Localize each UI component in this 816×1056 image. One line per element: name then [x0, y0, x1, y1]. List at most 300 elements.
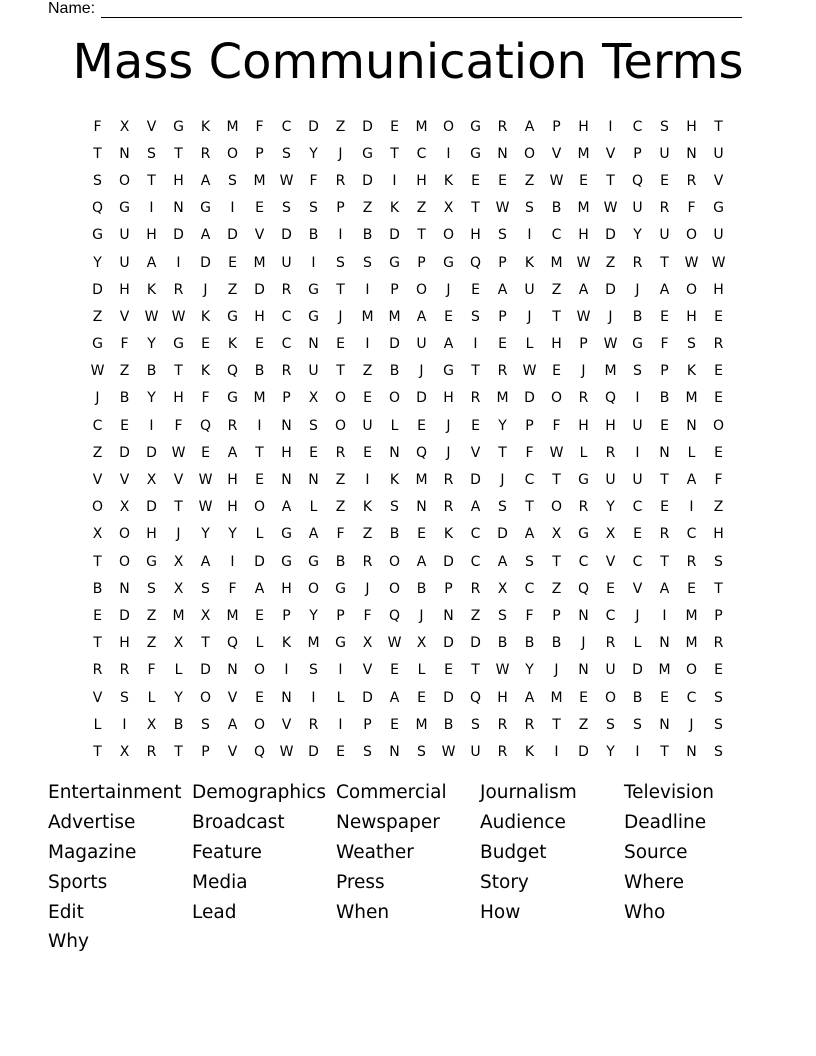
grid-letter[interactable]: A — [200, 172, 211, 189]
grid-letter[interactable]: F — [174, 417, 183, 434]
grid-letter[interactable]: U — [713, 227, 724, 244]
grid-letter[interactable]: O — [685, 281, 698, 298]
grid-letter[interactable]: W — [171, 444, 186, 461]
grid-letter[interactable]: D — [119, 607, 130, 624]
grid-letter[interactable]: F — [147, 662, 156, 679]
grid-letter[interactable]: R — [200, 145, 211, 162]
grid-letter[interactable]: O — [388, 390, 401, 407]
name-line[interactable] — [101, 3, 742, 18]
grid-letter[interactable]: M — [415, 472, 428, 489]
grid-letter[interactable]: Q — [199, 417, 212, 434]
grid-letter[interactable]: S — [714, 553, 723, 570]
grid-letter[interactable]: B — [92, 580, 103, 597]
grid-letter[interactable]: D — [632, 662, 643, 679]
grid-letter[interactable]: T — [714, 580, 723, 597]
grid-letter[interactable]: J — [338, 308, 343, 325]
grid-letter[interactable]: R — [308, 716, 319, 733]
grid-letter[interactable]: Y — [606, 743, 615, 760]
grid-letter[interactable]: G — [443, 254, 454, 271]
grid-letter[interactable]: O — [334, 390, 347, 407]
grid-letter[interactable]: M — [658, 662, 671, 679]
grid-letter[interactable]: R — [497, 716, 508, 733]
grid-letter[interactable]: K — [524, 254, 535, 271]
grid-letter[interactable]: J — [635, 281, 640, 298]
grid-letter[interactable]: L — [336, 689, 345, 706]
grid-letter[interactable]: O — [415, 281, 428, 298]
grid-letter[interactable]: C — [524, 580, 535, 597]
grid-letter[interactable]: D — [200, 662, 211, 679]
grid-letter[interactable]: Q — [91, 200, 104, 217]
grid-letter[interactable]: O — [253, 499, 266, 516]
grid-letter[interactable]: A — [416, 308, 427, 325]
grid-letter[interactable]: H — [173, 390, 184, 407]
grid-letter[interactable]: G — [92, 336, 103, 353]
grid-letter[interactable]: U — [713, 145, 724, 162]
grid-letter[interactable]: J — [608, 308, 613, 325]
grid-letter[interactable]: E — [417, 526, 426, 543]
grid-letter[interactable]: X — [416, 635, 427, 652]
grid-letter[interactable]: N — [578, 607, 589, 624]
grid-letter[interactable]: C — [686, 689, 697, 706]
grid-letter[interactable]: O — [253, 662, 266, 679]
grid-letter[interactable]: G — [173, 118, 184, 135]
grid-letter[interactable]: W — [144, 308, 159, 325]
grid-letter[interactable]: I — [446, 145, 451, 162]
grid-letter[interactable]: K — [443, 526, 454, 543]
grid-letter[interactable]: U — [308, 363, 319, 380]
grid-letter[interactable]: M — [253, 390, 266, 407]
grid-letter[interactable]: P — [498, 308, 507, 325]
grid-letter[interactable]: G — [362, 145, 373, 162]
grid-letter[interactable]: V — [551, 145, 562, 162]
grid-letter[interactable]: K — [389, 472, 400, 489]
grid-letter[interactable]: P — [498, 254, 507, 271]
grid-letter[interactable]: N — [227, 662, 238, 679]
grid-letter[interactable]: T — [174, 145, 183, 162]
grid-letter[interactable]: W — [603, 200, 618, 217]
grid-letter[interactable]: S — [660, 118, 669, 135]
grid-letter[interactable]: N — [173, 200, 184, 217]
grid-letter[interactable]: S — [93, 172, 102, 189]
grid-letter[interactable]: L — [579, 444, 588, 461]
grid-letter[interactable]: U — [605, 662, 616, 679]
grid-letter[interactable]: D — [416, 390, 427, 407]
grid-letter[interactable]: U — [659, 227, 670, 244]
grid-letter[interactable]: H — [551, 336, 562, 353]
grid-letter[interactable]: D — [524, 390, 535, 407]
grid-letter[interactable]: E — [228, 254, 237, 271]
grid-letter[interactable]: S — [309, 417, 318, 434]
grid-letter[interactable]: R — [146, 743, 157, 760]
grid-letter[interactable]: N — [389, 444, 400, 461]
grid-letter[interactable]: G — [335, 635, 346, 652]
grid-letter[interactable]: H — [686, 118, 697, 135]
grid-letter[interactable]: E — [714, 363, 723, 380]
grid-letter[interactable]: B — [308, 227, 319, 244]
grid-letter[interactable]: A — [227, 444, 238, 461]
grid-letter[interactable]: G — [470, 145, 481, 162]
grid-letter[interactable]: X — [443, 200, 454, 217]
grid-letter[interactable]: H — [578, 118, 589, 135]
grid-letter[interactable]: M — [685, 635, 698, 652]
grid-letter[interactable]: H — [578, 417, 589, 434]
grid-letter[interactable]: R — [578, 390, 589, 407]
grid-letter[interactable]: S — [525, 200, 534, 217]
grid-letter[interactable]: F — [525, 607, 534, 624]
grid-letter[interactable]: D — [227, 227, 238, 244]
grid-letter[interactable]: P — [552, 118, 561, 135]
grid-letter[interactable]: G — [173, 336, 184, 353]
grid-letter[interactable]: F — [201, 390, 210, 407]
grid-letter[interactable]: N — [119, 580, 130, 597]
grid-letter[interactable]: B — [362, 227, 373, 244]
grid-letter[interactable]: I — [338, 716, 343, 733]
grid-letter[interactable]: M — [226, 118, 239, 135]
grid-letter[interactable]: O — [685, 227, 698, 244]
grid-letter[interactable]: I — [608, 118, 613, 135]
grid-letter[interactable]: E — [201, 336, 210, 353]
grid-letter[interactable]: Y — [309, 145, 318, 162]
grid-letter[interactable]: V — [146, 118, 157, 135]
grid-letter[interactable]: E — [336, 336, 345, 353]
grid-letter[interactable]: Z — [713, 499, 724, 516]
grid-letter[interactable]: N — [308, 472, 319, 489]
grid-letter[interactable]: A — [524, 526, 535, 543]
grid-letter[interactable]: Z — [146, 635, 157, 652]
grid-letter[interactable]: E — [390, 118, 399, 135]
grid-letter[interactable]: C — [605, 607, 616, 624]
grid-letter[interactable]: D — [119, 444, 130, 461]
grid-letter[interactable]: Q — [415, 444, 428, 461]
grid-letter[interactable]: E — [336, 743, 345, 760]
grid-letter[interactable]: G — [713, 200, 724, 217]
grid-letter[interactable]: M — [577, 145, 590, 162]
grid-letter[interactable]: M — [577, 200, 590, 217]
grid-letter[interactable]: D — [146, 499, 157, 516]
grid-letter[interactable]: B — [659, 390, 670, 407]
grid-letter[interactable]: M — [415, 716, 428, 733]
grid-letter[interactable]: E — [579, 689, 588, 706]
grid-letter[interactable]: J — [365, 580, 370, 597]
grid-letter[interactable]: D — [389, 336, 400, 353]
grid-letter[interactable]: S — [147, 145, 156, 162]
grid-letter[interactable]: X — [173, 553, 184, 570]
grid-letter[interactable]: C — [281, 118, 292, 135]
grid-letter[interactable]: R — [686, 553, 697, 570]
grid-letter[interactable]: Z — [119, 363, 130, 380]
grid-letter[interactable]: E — [363, 444, 372, 461]
grid-letter[interactable]: N — [659, 716, 670, 733]
grid-letter[interactable]: W — [198, 472, 213, 489]
grid-letter[interactable]: M — [415, 118, 428, 135]
grid-letter[interactable]: C — [686, 526, 697, 543]
grid-letter[interactable]: Z — [335, 472, 346, 489]
grid-letter[interactable]: E — [255, 200, 264, 217]
grid-letter[interactable]: O — [118, 526, 131, 543]
grid-letter[interactable]: L — [93, 716, 102, 733]
grid-letter[interactable]: B — [632, 308, 643, 325]
grid-letter[interactable]: E — [498, 336, 507, 353]
grid-letter[interactable]: J — [95, 390, 100, 407]
grid-letter[interactable]: P — [579, 336, 588, 353]
grid-letter[interactable]: E — [606, 580, 615, 597]
grid-letter[interactable]: U — [659, 145, 670, 162]
grid-letter[interactable]: I — [689, 499, 694, 516]
grid-letter[interactable]: D — [362, 172, 373, 189]
grid-letter[interactable]: H — [227, 472, 238, 489]
grid-letter[interactable]: S — [228, 172, 237, 189]
grid-letter[interactable]: I — [230, 553, 235, 570]
grid-letter[interactable]: S — [201, 716, 210, 733]
grid-letter[interactable]: N — [308, 336, 319, 353]
grid-letter[interactable]: A — [524, 689, 535, 706]
grid-letter[interactable]: H — [119, 281, 130, 298]
grid-letter[interactable]: E — [471, 172, 480, 189]
grid-letter[interactable]: F — [120, 336, 129, 353]
grid-letter[interactable]: H — [146, 526, 157, 543]
grid-letter[interactable]: L — [687, 444, 696, 461]
grid-letter[interactable]: P — [417, 254, 426, 271]
grid-letter[interactable]: G — [227, 390, 238, 407]
grid-letter[interactable]: O — [388, 553, 401, 570]
grid-letter[interactable]: R — [335, 444, 346, 461]
grid-letter[interactable]: B — [632, 689, 643, 706]
grid-letter[interactable]: R — [605, 635, 616, 652]
grid-letter[interactable]: F — [255, 118, 264, 135]
grid-letter[interactable]: G — [470, 118, 481, 135]
grid-letter[interactable]: A — [443, 336, 454, 353]
grid-letter[interactable]: Q — [631, 172, 644, 189]
grid-letter[interactable]: W — [549, 444, 564, 461]
grid-letter[interactable]: P — [282, 607, 291, 624]
grid-letter[interactable]: W — [90, 363, 105, 380]
grid-letter[interactable]: R — [470, 390, 481, 407]
grid-letter[interactable]: M — [307, 635, 320, 652]
grid-letter[interactable]: A — [146, 254, 157, 271]
grid-letter[interactable]: T — [471, 363, 480, 380]
grid-letter[interactable]: H — [173, 172, 184, 189]
grid-letter[interactable]: D — [146, 444, 157, 461]
grid-letter[interactable]: M — [388, 308, 401, 325]
grid-letter[interactable]: B — [173, 716, 184, 733]
grid-letter[interactable]: Y — [147, 390, 156, 407]
grid-letter[interactable]: F — [363, 607, 372, 624]
grid-letter[interactable]: G — [578, 526, 589, 543]
grid-letter[interactable]: L — [255, 526, 264, 543]
grid-letter[interactable]: O — [334, 417, 347, 434]
grid-letter[interactable]: T — [201, 635, 210, 652]
grid-letter[interactable]: E — [498, 172, 507, 189]
grid-letter[interactable]: Z — [92, 308, 103, 325]
grid-letter[interactable]: A — [524, 118, 535, 135]
grid-letter[interactable]: P — [390, 281, 399, 298]
grid-letter[interactable]: T — [93, 743, 102, 760]
grid-letter[interactable]: R — [443, 499, 454, 516]
grid-letter[interactable]: N — [281, 689, 292, 706]
grid-letter[interactable]: D — [443, 689, 454, 706]
grid-letter[interactable]: C — [92, 417, 103, 434]
grid-letter[interactable]: I — [554, 743, 559, 760]
grid-letter[interactable]: N — [281, 417, 292, 434]
grid-letter[interactable]: W — [549, 172, 564, 189]
grid-letter[interactable]: W — [522, 363, 537, 380]
grid-letter[interactable]: D — [443, 553, 454, 570]
grid-letter[interactable]: D — [362, 689, 373, 706]
grid-letter[interactable]: Y — [606, 499, 615, 516]
grid-letter[interactable]: E — [714, 308, 723, 325]
grid-letter[interactable]: H — [578, 227, 589, 244]
grid-letter[interactable]: Z — [551, 281, 562, 298]
name-field[interactable] — [48, 0, 742, 18]
grid-letter[interactable]: G — [200, 200, 211, 217]
grid-letter[interactable]: R — [713, 635, 724, 652]
grid-letter[interactable]: T — [525, 499, 534, 516]
grid-letter[interactable]: R — [227, 417, 238, 434]
grid-letter[interactable]: G — [281, 553, 292, 570]
grid-letter[interactable]: K — [281, 635, 292, 652]
grid-letter[interactable]: N — [659, 444, 670, 461]
grid-letter[interactable]: M — [253, 172, 266, 189]
grid-letter[interactable]: N — [443, 607, 454, 624]
grid-letter[interactable]: G — [632, 336, 643, 353]
grid-letter[interactable]: A — [254, 580, 265, 597]
grid-letter[interactable]: I — [473, 336, 478, 353]
grid-letter[interactable]: E — [714, 390, 723, 407]
grid-letter[interactable]: Y — [525, 662, 534, 679]
grid-letter[interactable]: D — [254, 553, 265, 570]
grid-letter[interactable]: O — [118, 172, 131, 189]
grid-letter[interactable]: E — [579, 172, 588, 189]
grid-letter[interactable]: L — [309, 499, 318, 516]
grid-letter[interactable]: H — [416, 172, 427, 189]
grid-letter[interactable]: I — [392, 172, 397, 189]
grid-letter[interactable]: O — [91, 499, 104, 516]
grid-letter[interactable]: T — [255, 444, 264, 461]
grid-letter[interactable]: T — [471, 200, 480, 217]
grid-letter[interactable]: M — [496, 390, 509, 407]
grid-letter[interactable]: P — [282, 390, 291, 407]
grid-letter[interactable]: D — [308, 743, 319, 760]
grid-letter[interactable]: R — [443, 472, 454, 489]
grid-letter[interactable]: D — [443, 635, 454, 652]
grid-letter[interactable]: I — [149, 417, 154, 434]
grid-letter[interactable]: S — [309, 662, 318, 679]
grid-letter[interactable]: B — [146, 363, 157, 380]
grid-letter[interactable]: G — [308, 281, 319, 298]
grid-letter[interactable]: C — [416, 145, 427, 162]
grid-letter[interactable]: K — [686, 363, 697, 380]
grid-letter[interactable]: D — [605, 227, 616, 244]
grid-letter[interactable]: P — [714, 607, 723, 624]
grid-letter[interactable]: P — [363, 716, 372, 733]
grid-letter[interactable]: R — [335, 172, 346, 189]
grid-letter[interactable]: O — [253, 716, 266, 733]
grid-letter[interactable]: E — [714, 444, 723, 461]
grid-letter[interactable]: U — [605, 472, 616, 489]
grid-letter[interactable]: Z — [146, 607, 157, 624]
grid-letter[interactable]: T — [174, 743, 183, 760]
grid-letter[interactable]: W — [684, 254, 699, 271]
grid-letter[interactable]: Q — [226, 363, 239, 380]
grid-letter[interactable]: T — [174, 363, 183, 380]
grid-letter[interactable]: M — [226, 607, 239, 624]
grid-letter[interactable]: I — [230, 200, 235, 217]
grid-letter[interactable]: O — [199, 689, 212, 706]
grid-letter[interactable]: C — [632, 499, 643, 516]
grid-letter[interactable]: R — [497, 118, 508, 135]
grid-letter[interactable]: L — [633, 635, 642, 652]
grid-letter[interactable]: V — [713, 172, 724, 189]
grid-letter[interactable]: A — [200, 553, 211, 570]
grid-letter[interactable]: T — [336, 281, 345, 298]
grid-letter[interactable]: F — [660, 336, 669, 353]
grid-letter[interactable]: Q — [604, 390, 617, 407]
grid-letter[interactable]: B — [524, 635, 535, 652]
grid-letter[interactable]: H — [713, 526, 724, 543]
grid-letter[interactable]: S — [282, 200, 291, 217]
grid-letter[interactable]: T — [660, 553, 669, 570]
grid-letter[interactable]: T — [93, 145, 102, 162]
grid-letter[interactable]: E — [444, 662, 453, 679]
grid-letter[interactable]: R — [632, 254, 643, 271]
grid-letter[interactable]: V — [254, 227, 265, 244]
grid-letter[interactable]: W — [495, 662, 510, 679]
grid-letter[interactable]: O — [118, 553, 131, 570]
grid-letter[interactable]: W — [198, 499, 213, 516]
grid-letter[interactable]: E — [633, 526, 642, 543]
grid-letter[interactable]: I — [311, 254, 316, 271]
grid-letter[interactable]: J — [581, 635, 586, 652]
grid-letter[interactable]: H — [686, 308, 697, 325]
grid-letter[interactable]: C — [281, 308, 292, 325]
grid-letter[interactable]: P — [444, 580, 453, 597]
grid-letter[interactable]: U — [281, 254, 292, 271]
grid-letter[interactable]: E — [471, 417, 480, 434]
grid-letter[interactable]: M — [685, 607, 698, 624]
grid-letter[interactable]: H — [470, 227, 481, 244]
grid-letter[interactable]: A — [497, 553, 508, 570]
grid-letter[interactable]: A — [416, 553, 427, 570]
grid-letter[interactable]: K — [146, 281, 157, 298]
grid-letter[interactable]: R — [92, 662, 103, 679]
grid-letter[interactable]: B — [335, 553, 346, 570]
grid-letter[interactable]: C — [632, 118, 643, 135]
grid-letter[interactable]: J — [527, 308, 532, 325]
grid-letter[interactable]: M — [550, 254, 563, 271]
grid-letter[interactable]: Y — [228, 526, 237, 543]
grid-letter[interactable]: M — [172, 607, 185, 624]
grid-letter[interactable]: A — [227, 716, 238, 733]
grid-letter[interactable]: G — [578, 472, 589, 489]
grid-letter[interactable]: Z — [92, 444, 103, 461]
grid-letter[interactable]: I — [527, 227, 532, 244]
grid-letter[interactable]: Z — [362, 526, 373, 543]
grid-letter[interactable]: V — [281, 716, 292, 733]
grid-letter[interactable]: E — [390, 716, 399, 733]
grid-letter[interactable]: R — [362, 553, 373, 570]
grid-letter[interactable]: X — [497, 580, 508, 597]
grid-letter[interactable]: N — [416, 499, 427, 516]
grid-letter[interactable]: E — [390, 662, 399, 679]
grid-letter[interactable]: D — [605, 281, 616, 298]
grid-letter[interactable]: L — [417, 662, 426, 679]
grid-letter[interactable]: I — [122, 716, 127, 733]
grid-letter[interactable]: V — [92, 472, 103, 489]
grid-letter[interactable]: G — [146, 553, 157, 570]
grid-letter[interactable]: T — [606, 172, 615, 189]
grid-letter[interactable]: D — [497, 526, 508, 543]
grid-letter[interactable]: J — [176, 526, 181, 543]
